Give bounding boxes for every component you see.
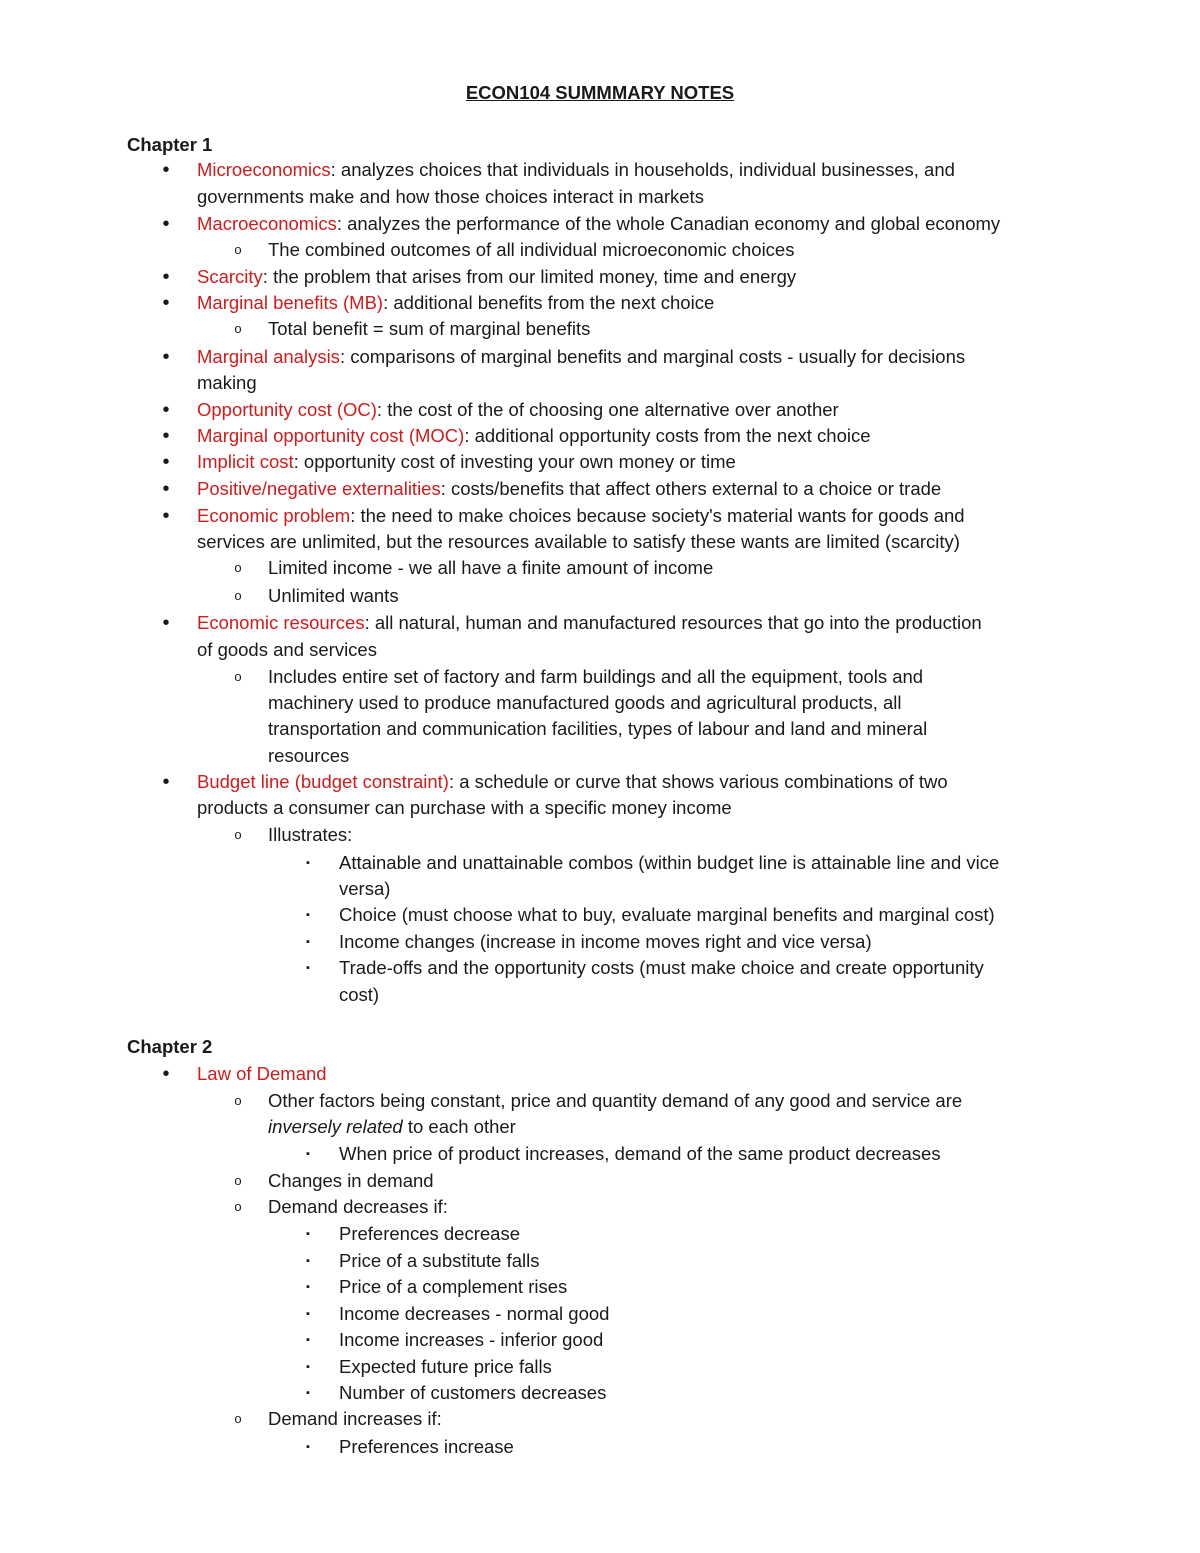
- sub-sub-item: Income changes (increase in income moves right and vice versa): [339, 931, 872, 952]
- circle-marker: o: [234, 1173, 242, 1188]
- sub-item: Limited income - we all have a finite amount of income: [268, 557, 714, 578]
- bullet-marker: •: [162, 1063, 170, 1085]
- list-item-economic-resources: [197, 610, 982, 636]
- definition-text: : costs/benefits that affect others external to a choice or trade: [440, 478, 942, 499]
- bullet-marker: •: [162, 266, 170, 288]
- bullet-marker: •: [162, 451, 170, 473]
- sub-sub-item: Price of a substitute falls: [339, 1250, 540, 1271]
- list-item-marginal-opportunity-cost: [197, 423, 871, 449]
- circle-marker: o: [234, 1411, 242, 1426]
- definition-text: : analyzes choices that individuals in households, individual businesses, and: [330, 159, 955, 180]
- continuation-line: machinery used to produce manufactured goods and agricultural products, all: [268, 692, 902, 713]
- bullet-marker: •: [162, 505, 170, 527]
- circle-marker: o: [234, 827, 242, 842]
- sub-item: The combined outcomes of all individual microeconomic choices: [268, 239, 795, 260]
- bullet-marker: •: [162, 771, 170, 793]
- list-item-implicit-cost: [197, 449, 736, 475]
- list-item-scarcity: [197, 264, 796, 290]
- sub-sub-item: Price of a complement rises: [339, 1276, 568, 1297]
- chapter-1-heading: Chapter 1: [127, 134, 213, 155]
- continuation-line: resources: [268, 745, 350, 766]
- square-marker: ▪: [306, 1281, 310, 1293]
- sub-item: Demand increases if:: [268, 1408, 442, 1429]
- continuation-line: products a consumer can purchase with a specific money income: [197, 797, 732, 818]
- bullet-marker: •: [162, 612, 170, 634]
- sub-sub-item: Trade-offs and the opportunity costs (must make choice and create opportunity: [339, 957, 984, 978]
- emphasis-text: inversely related: [268, 1116, 403, 1137]
- term-economic-resources: Economic resources: [197, 612, 365, 633]
- sub-item: Other factors being constant, price and quantity demand of any good and service are: [268, 1090, 963, 1111]
- definition-text: : opportunity cost of investing your own money or time: [293, 451, 736, 472]
- list-item-microeconomics: [197, 157, 955, 183]
- square-marker: ▪: [306, 1308, 310, 1320]
- term-opportunity-cost: Opportunity cost (OC): [197, 399, 377, 420]
- square-marker: ▪: [306, 909, 310, 921]
- term-externalities: Positive/negative externalities: [197, 478, 441, 499]
- term-budget-line: Budget line (budget constraint): [197, 771, 449, 792]
- continuation-text: to each other: [402, 1116, 516, 1137]
- definition-text: : additional benefits from the next choice: [383, 292, 715, 313]
- definition-text: : additional opportunity costs from the next choice: [464, 425, 871, 446]
- term-macroeconomics: Macroeconomics: [197, 213, 337, 234]
- circle-marker: o: [234, 1093, 242, 1108]
- definition-text: : analyzes the performance of the whole Canadian economy and global economy: [336, 213, 1001, 234]
- bullet-marker: •: [162, 478, 170, 500]
- square-marker: ▪: [306, 1361, 310, 1373]
- bullet-marker: •: [162, 425, 170, 447]
- definition-text: : the problem that arises from our limited money, time and energy: [262, 266, 797, 287]
- continuation-line: cost): [339, 984, 380, 1005]
- definition-text: : the cost of the of choosing one alternative over another: [376, 399, 839, 420]
- continuation-line: of goods and services: [197, 639, 377, 660]
- square-marker: ▪: [306, 936, 310, 948]
- sub-sub-item: Expected future price falls: [339, 1356, 552, 1377]
- sub-item: Total benefit = sum of marginal benefits: [268, 318, 591, 339]
- bullet-marker: •: [162, 399, 170, 421]
- sub-sub-item: Preferences decrease: [339, 1223, 520, 1244]
- term-economic-problem: Economic problem: [197, 505, 351, 526]
- term-moc: Marginal opportunity cost (MOC): [197, 425, 465, 446]
- bullet-marker: •: [162, 159, 170, 181]
- circle-marker: o: [234, 242, 242, 257]
- term-law-of-demand: Law of Demand: [197, 1063, 327, 1084]
- continuation-line: [268, 1114, 516, 1140]
- list-item-budget-line: [197, 769, 948, 795]
- definition-text: : comparisons of marginal benefits and marginal costs - usually for decisions: [339, 346, 966, 367]
- square-marker: ▪: [306, 1334, 310, 1346]
- term-microeconomics: Microeconomics: [197, 159, 331, 180]
- term-scarcity: Scarcity: [197, 266, 263, 287]
- square-marker: ▪: [306, 1441, 310, 1453]
- square-marker: ▪: [306, 1255, 310, 1267]
- bullet-marker: •: [162, 213, 170, 235]
- chapter-2-heading: Chapter 2: [127, 1036, 213, 1057]
- continuation-line: transportation and communication facilities, types of labour and land and mineral: [268, 718, 928, 739]
- sub-sub-item: Number of customers decreases: [339, 1382, 607, 1403]
- definition-text: : a schedule or curve that shows various combinations of two: [448, 771, 948, 792]
- continuation-line: versa): [339, 878, 391, 899]
- circle-marker: o: [234, 321, 242, 336]
- term-marginal-benefits: Marginal benefits (MB): [197, 292, 384, 313]
- list-item-marginal-benefits: [197, 290, 714, 316]
- sub-item: Includes entire set of factory and farm buildings and all the equipment, tools and: [268, 666, 924, 687]
- definition-text: : the need to make choices because society's material wants for goods and: [350, 505, 965, 526]
- sub-sub-item: Income decreases - normal good: [339, 1303, 610, 1324]
- square-marker: ▪: [306, 857, 310, 869]
- bullet-marker: •: [162, 346, 170, 368]
- square-marker: ▪: [306, 1228, 310, 1240]
- list-item-externalities: [197, 476, 941, 502]
- sub-item: Unlimited wants: [268, 585, 399, 606]
- definition-text: : all natural, human and manufactured resources that go into the production: [364, 612, 982, 633]
- sub-sub-item: Choice (must choose what to buy, evaluate marginal benefits and marginal cost): [339, 904, 995, 925]
- continuation-line: making: [197, 372, 257, 393]
- sub-item: Demand decreases if:: [268, 1196, 448, 1217]
- circle-marker: o: [234, 588, 242, 603]
- circle-marker: o: [234, 1199, 242, 1214]
- sub-sub-item: Income increases - inferior good: [339, 1329, 604, 1350]
- list-item-economic-problem: [197, 503, 965, 529]
- list-item-law-of-demand: [197, 1061, 327, 1087]
- sub-item: Changes in demand: [268, 1170, 434, 1191]
- list-item-marginal-analysis: [197, 344, 965, 370]
- bullet-marker: •: [162, 292, 170, 314]
- document-title: ECON104 SUMMMARY NOTES: [465, 82, 735, 103]
- continuation-line: governments make and how those choices interact in markets: [197, 186, 704, 207]
- square-marker: ▪: [306, 1387, 310, 1399]
- square-marker: ▪: [306, 1148, 310, 1160]
- list-item-macroeconomics: [197, 211, 1000, 237]
- term-marginal-analysis: Marginal analysis: [197, 346, 340, 367]
- sub-sub-item: Attainable and unattainable combos (within budget line is attainable line and vice: [339, 852, 1000, 873]
- circle-marker: o: [234, 669, 242, 684]
- circle-marker: o: [234, 560, 242, 575]
- term-implicit-cost: Implicit cost: [197, 451, 294, 472]
- square-marker: ▪: [306, 962, 310, 974]
- continuation-line: services are unlimited, but the resources available to satisfy these wants are limited (scarcity): [197, 531, 960, 552]
- sub-item: Illustrates:: [268, 824, 353, 845]
- sub-sub-item: Preferences increase: [339, 1436, 514, 1457]
- list-item-opportunity-cost: [197, 397, 839, 423]
- sub-sub-item: When price of product increases, demand of the same product decreases: [339, 1143, 941, 1164]
